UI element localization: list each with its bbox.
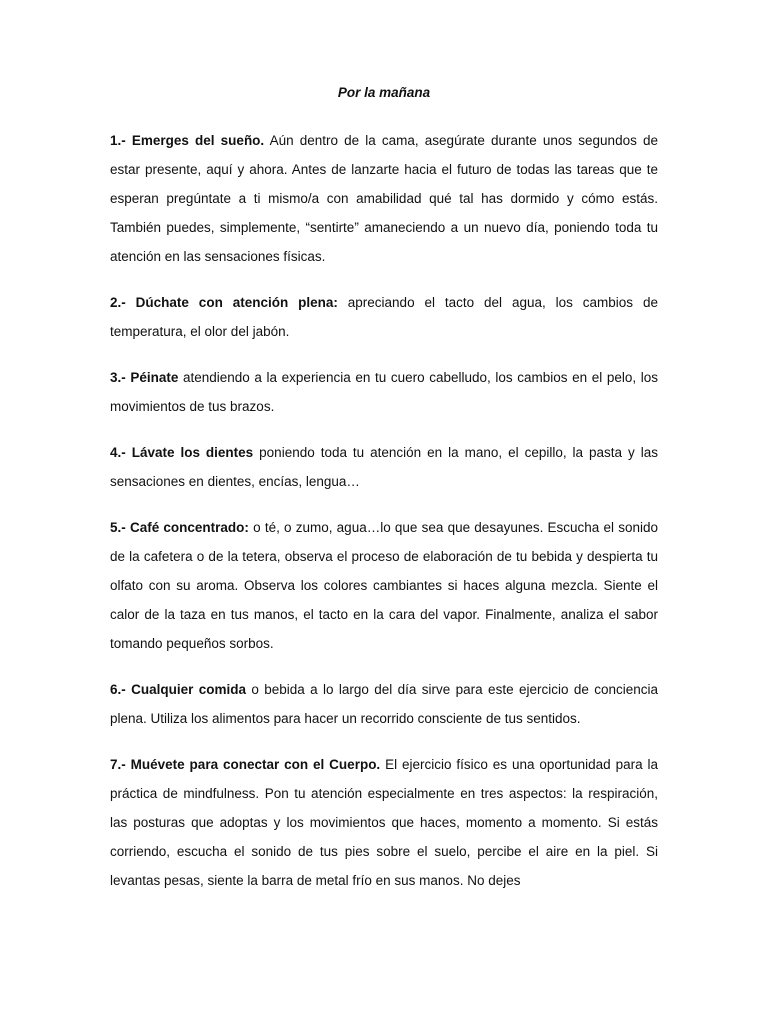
paragraph-text: o té, o zumo, agua…lo que sea que desayunes. Escucha el sonido de la cafetera o de la tetera, observa el proceso de elaboración de tu bebida y despierta tu olfato con su aroma. Observa los colores cambiantes si haces alguna mezcla. Siente el calor de la taza en tus manos, el tacto en la cara del vapor. Finalmente, analiza el sabor tomando pequeños sorbos. <box>110 520 658 651</box>
paragraph-text: apreciando el tacto del agua, los cambios de temperatura, el olor del jabón. <box>110 295 658 339</box>
paragraph-heading: 6.- Cualquier comida <box>110 682 247 697</box>
paragraph-text: o bebida a lo largo del día sirve para este ejercicio de conciencia plena. Utiliza los alimentos para hacer un recorrido consciente de tus sentidos. <box>110 682 658 726</box>
paragraph-7 <box>110 750 658 895</box>
paragraph-6 <box>110 675 658 733</box>
page-title: Por la mañana <box>337 85 431 100</box>
paragraph-5 <box>110 513 658 658</box>
paragraph-text: El ejercicio físico es una oportunidad para la práctica de mindfulness. Pon tu atención especialmente en tres aspectos: la respiración, las posturas que adoptas y los movimientos que haces, momento a momento. Si estás corriendo, escucha el sonido de tus pies sobre el suelo, percibe el aire en la piel. Si levantas pesas, siente la barra de metal frío en sus manos. No dejes <box>110 757 658 888</box>
paragraph-3 <box>110 363 658 421</box>
paragraph-text: Aún dentro de la cama, asegúrate durante unos segundos de estar presente, aquí y ahora. Antes de lanzarte hacia el futuro de todas las tareas que te esperan pregúntate a ti mismo/a con amabilidad qué tal has dormido y cómo estás. También puedes, simplemente, “sentirte” amaneciendo a un nuevo día, poniendo toda tu atención en las sensaciones físicas. <box>110 133 658 264</box>
document-body <box>110 126 658 912</box>
paragraph-text: atendiendo a la experiencia en tu cuero cabelludo, los cambios en el pelo, los movimientos de tus brazos. <box>110 370 658 414</box>
paragraph-heading: 5.- Café concentrado: <box>110 520 249 535</box>
paragraph-2 <box>110 288 658 346</box>
paragraph-text: poniendo toda tu atención en la mano, el cepillo, la pasta y las sensaciones en dientes, encías, lengua… <box>110 445 658 489</box>
paragraph-heading: 1.- Emerges del sueño. <box>110 133 265 148</box>
paragraph-heading: 7.- Muévete para conectar con el Cuerpo. <box>110 757 381 772</box>
paragraph-heading: 3.- Péinate <box>110 370 179 385</box>
paragraph-1 <box>110 126 658 271</box>
paragraph-heading: 2.- Dúchate con atención plena: <box>110 295 338 310</box>
paragraph-heading: 4.- Lávate los dientes <box>110 445 254 460</box>
paragraph-4 <box>110 438 658 496</box>
